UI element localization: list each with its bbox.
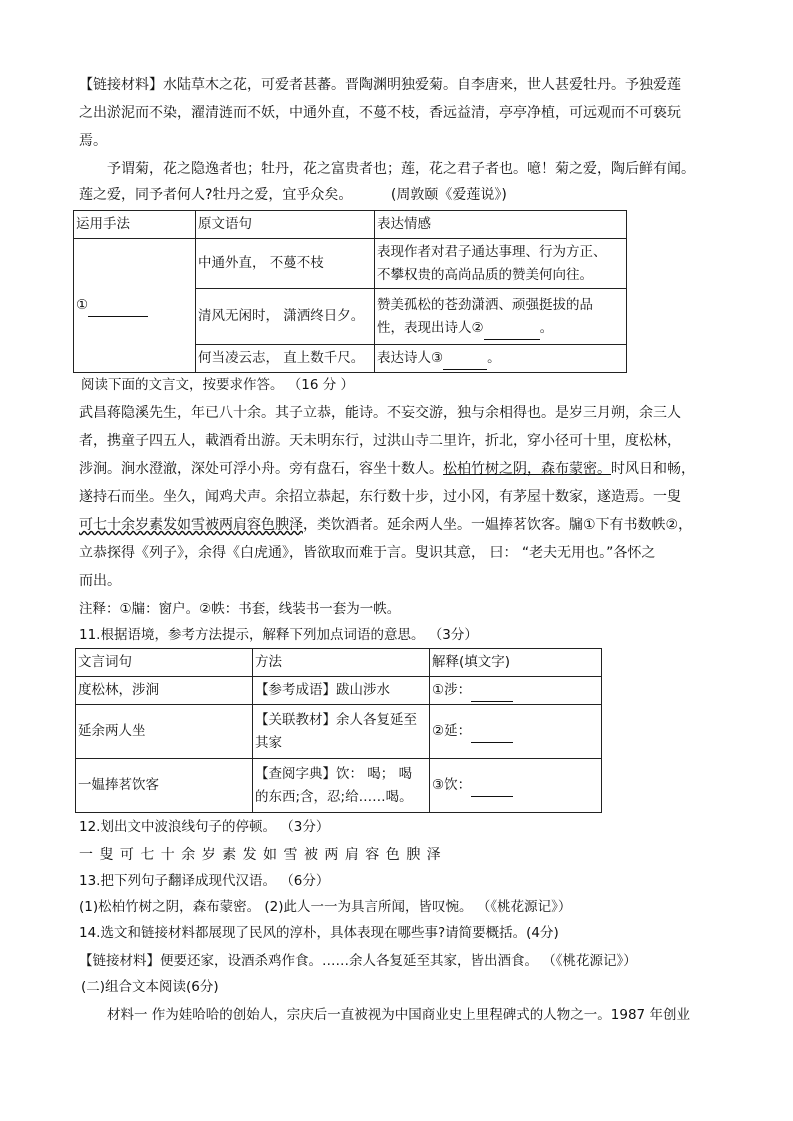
- q11-method-3-line-2: 的东西;含，忍;给……喝。: [255, 788, 413, 805]
- q11-phrase-2: 延余两人坐: [76, 705, 253, 759]
- section-2-title: (二)组合文本阅读(6分): [81, 979, 219, 995]
- q11-header-method: 方法: [253, 649, 430, 677]
- q11-header-answer: 解释(填文字): [430, 649, 602, 677]
- q11-answer-1-label: ①涉：: [432, 682, 472, 698]
- emotion-cell-3: [375, 345, 627, 373]
- emotion-2-line-1: 赞美孤松的苍劲潇洒、顽强挺拔的品: [377, 296, 593, 313]
- question-11-title: 11.根据语境，参考方法提示，解释下列加点词语的意思。 （3分）: [79, 627, 478, 643]
- q11-header-phrase: 文言词句: [76, 649, 253, 677]
- link-material-line-2: 之出淤泥而不染，濯清涟而不妖，中通外直，不蔓不枝，香远益清，亭亭净植，可远观而不可亵玩: [79, 105, 681, 121]
- sentence-cell-2: 清风无闲时， 潇洒终日夕。: [196, 289, 375, 345]
- passage-line-1: 武昌蒋隐溪先生，年已八十余。其子立恭，能诗。不妄交游，独与余相得也。是岁三月朔，余三人: [79, 405, 681, 421]
- link-material-line-4: 予谓菊，花之隐逸者也；牡丹，花之富贵者也；莲，花之君子者也。噫！菊之爱，陶后鲜有闻。: [107, 161, 695, 177]
- q11-method-2: [253, 705, 430, 759]
- underlined-sentence: 松柏竹树之阴，森布蒙密。: [443, 461, 611, 477]
- question-14-link: 【链接材料】便要还家，设酒杀鸡作食。……余人各复延至其家，皆出酒食。 （《桃花源记》）: [79, 953, 637, 969]
- emotion-3-end: 。: [487, 350, 501, 366]
- q11-answer-3: [430, 759, 602, 813]
- header-emotion: 表达情感: [375, 211, 627, 239]
- link-material-line-3: 焉。: [79, 133, 107, 149]
- passage-line-3-end: 时风日和畅，: [611, 461, 695, 477]
- passage-line-5-wrap: [79, 516, 692, 534]
- passage-line-3: 涉涧。涧水澄澈，深处可浮小舟。旁有盘石，容坐十数人。: [79, 461, 443, 477]
- q11-phrase-1: 度松林，涉涧: [76, 677, 253, 705]
- wavy-underlined-sentence: 可七十余岁素发如雪被两肩容色腴泽: [79, 517, 303, 533]
- passage-line-6: 立恭探得《列子》，余得《白虎通》，皆欲取而难于言。叟识其意， 曰： “老夫无用也。”各怀之: [79, 545, 656, 561]
- link-material-line-1: 【链接材料】水陆草木之花，可爱者甚蕃。晋陶渊明独爱菊。自李唐来，世人甚爱牡丹。予独爱莲: [79, 77, 681, 93]
- emotion-cell-1: [375, 239, 627, 289]
- technique-cell: [74, 239, 196, 373]
- q11-answer-3-label: ③饮：: [432, 777, 472, 793]
- link-material-line-5: 莲之爱，同予者何人?牡丹之爱，宜乎众矣。: [79, 187, 353, 203]
- q11-method-3-line-1: 【查阅字典】饮： 喝； 喝: [255, 765, 413, 782]
- header-sentence: 原文语句: [196, 211, 375, 239]
- question-14-title: 14.选文和链接材料都展现了民风的淳朴，具体表现在哪些事?请简要概括。(4分): [79, 925, 559, 941]
- passage-line-7: 而出。: [79, 573, 121, 589]
- link-material-line-5-wrap: [79, 186, 507, 204]
- sentence-cell-1: 中通外直， 不蔓不枝: [196, 239, 375, 289]
- passage-line-4: 遂持石而坐。坐久，闻鸡犬声。余招立恭起，东行数十步，过小冈，有茅屋十数家，遂造焉。一叟: [79, 489, 681, 505]
- q11-method-3: [253, 759, 430, 813]
- q11-answer-2: [430, 705, 602, 759]
- q11-answer-1: [430, 677, 602, 705]
- question-12-title: 12.划出文中波浪线句子的停顿。 （3分）: [79, 819, 330, 835]
- blank-number-1: ①: [76, 297, 89, 313]
- q11-method-2-line-1: 【关联教材】余人各复延至: [255, 711, 417, 728]
- question-11-table: [75, 648, 602, 813]
- question-13-title: 13.把下列句子翻译成现代汉语。 （6分）: [79, 873, 330, 889]
- q11-answer-blank-3[interactable]: [471, 782, 513, 797]
- emotion-1-line-1: 表现作者对君子通达事理、行为方正、: [377, 243, 607, 260]
- emotion-1-line-2: 不攀权贵的高尚品质的赞美何向往。: [377, 266, 593, 283]
- q11-answer-blank-2[interactable]: [471, 728, 513, 743]
- answer-blank-2[interactable]: [484, 325, 540, 340]
- passage-line-3-wrap: [79, 460, 695, 478]
- annotation: 注释：①牖：窗户。②帙：书套，线装书一套为一帙。: [79, 601, 401, 617]
- passage-line-2: 者，携童子四五人，載酒肴出游。天未明东行，过洪山寺二里许，折北，穿小径可十里，度松林，: [79, 433, 681, 449]
- emotion-2-end: 。: [539, 319, 554, 336]
- answer-blank-3[interactable]: [443, 355, 487, 370]
- q11-answer-2-label: ②延：: [432, 723, 472, 739]
- reading-instruction: 阅读下面的文言文，按要求作答。 （16 分 ）: [81, 377, 355, 393]
- section-2-material-1: 材料一 作为娃哈哈的创始人，宗庆后一直被视为中国商业史上里程碑式的人物之一。1987 年创业: [107, 1007, 690, 1023]
- question-13-items: (1)松柏竹树之阴，森布蒙密。 (2)此人一一为具言所闻，皆叹惋。 （《桃花源记》）: [79, 899, 572, 915]
- question-12-sentence: 一 叟 可 七 十 余 岁 素 发 如 雪 被 两 肩 容 色 腴 泽: [79, 847, 442, 863]
- sentence-cell-3: 何当凌云志， 直上数千尺。: [196, 345, 375, 373]
- q11-method-2-line-2: 其家: [255, 734, 282, 751]
- q11-phrase-3: 一媪捧茗饮客: [76, 759, 253, 813]
- passage-line-5-end: ，类饮酒者。延余两人坐。一媪捧茗饮客。牖①下有书数帙②，: [303, 517, 693, 533]
- q11-answer-blank-1[interactable]: [471, 687, 513, 702]
- technique-table: [73, 210, 627, 373]
- link-material-source: (周敦颐《爱莲说》): [390, 187, 507, 203]
- q11-method-1: 【参考成语】跋山涉水: [253, 677, 430, 705]
- emotion-3-text: 表达诗人③: [377, 350, 444, 366]
- header-technique: 运用手法: [74, 211, 196, 239]
- emotion-2-line-2: 性，表现出诗人②: [377, 319, 484, 336]
- emotion-cell-2: [375, 289, 627, 345]
- answer-blank-1[interactable]: [88, 302, 148, 317]
